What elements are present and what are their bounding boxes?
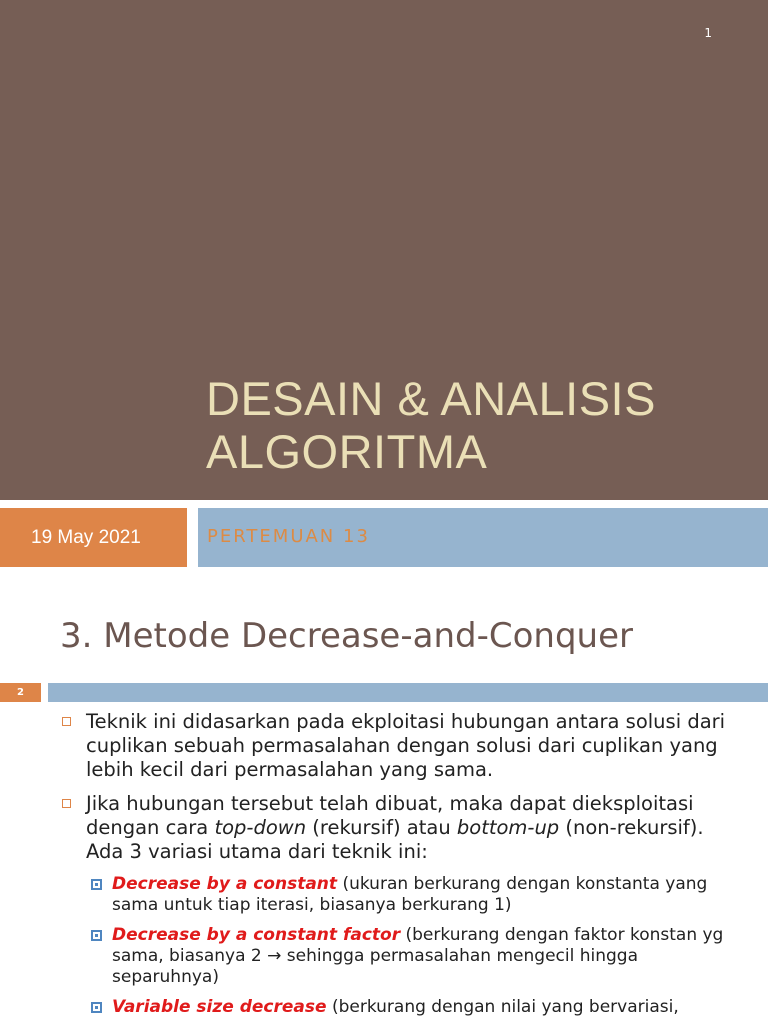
square-bullet-icon — [62, 799, 71, 808]
square-sub-bullet-icon — [91, 930, 102, 941]
highlight-term: Decrease by a constant — [112, 874, 338, 894]
title-band — [0, 0, 768, 500]
slide-number: 1 — [704, 26, 712, 40]
subtitle-bar — [198, 508, 768, 567]
list-item — [0, 710, 736, 782]
sub-bullet-text: (ukuran berkurang dengan konstanta yang sama untuk tiap iterasi, biasanya berkurang 1) — [112, 874, 708, 915]
slide-number: 2 — [0, 683, 41, 702]
title-line-1: DESAIN & ANALISIS — [206, 372, 656, 425]
bullet-italic-term: bottom-up — [456, 816, 560, 839]
slide-title — [206, 372, 746, 478]
slide-date: 19 May 2021 — [31, 526, 141, 548]
sub-bullet-text: (berkurang dengan faktor konstan yg sama, biasanya 2 → sehingga permasalahan mengecil hingga separuhnya) — [112, 925, 724, 987]
title-line-2: ALGORITMA — [206, 425, 488, 478]
sub-bullet-text: (berkurang dengan nilai yang bervariasi, — [326, 997, 679, 1017]
content-slide — [0, 576, 768, 1024]
bullet-text-part: (non-rekursif). Ada 3 variasi utama dari teknik ini: — [86, 816, 704, 863]
slide-title: 3. Metode Decrease-and-Conquer — [60, 616, 633, 656]
bullet-text-part: (rekursif) atau — [306, 816, 457, 839]
square-bullet-icon — [62, 717, 71, 726]
bullet-italic-term: top-down — [214, 816, 307, 839]
sub-list-item — [0, 925, 732, 988]
slide-body — [0, 710, 768, 1027]
highlight-term: Variable size decrease — [112, 997, 327, 1017]
square-sub-bullet-icon — [91, 1002, 102, 1013]
bullet-text-part: Jika hubungan tersebut telah dibuat, maka dapat dieksploitasi dengan cara — [86, 792, 694, 839]
slide-subtitle: PERTEMUAN 13 — [207, 526, 370, 547]
square-sub-bullet-icon — [91, 879, 102, 890]
date-box — [0, 508, 187, 567]
bullet-text: Teknik ini didasarkan pada ekploitasi hubungan antara solusi dari cuplikan sebuah permasalahan dengan solusi dari cuplikan yang lebih kecil dari permasalahan yang sama. — [86, 710, 726, 781]
list-item — [0, 792, 736, 864]
sub-list-item — [0, 997, 732, 1018]
sub-list-item — [0, 874, 732, 916]
title-underline-bar — [48, 683, 768, 702]
highlight-term: Decrease by a constant factor — [112, 925, 401, 945]
